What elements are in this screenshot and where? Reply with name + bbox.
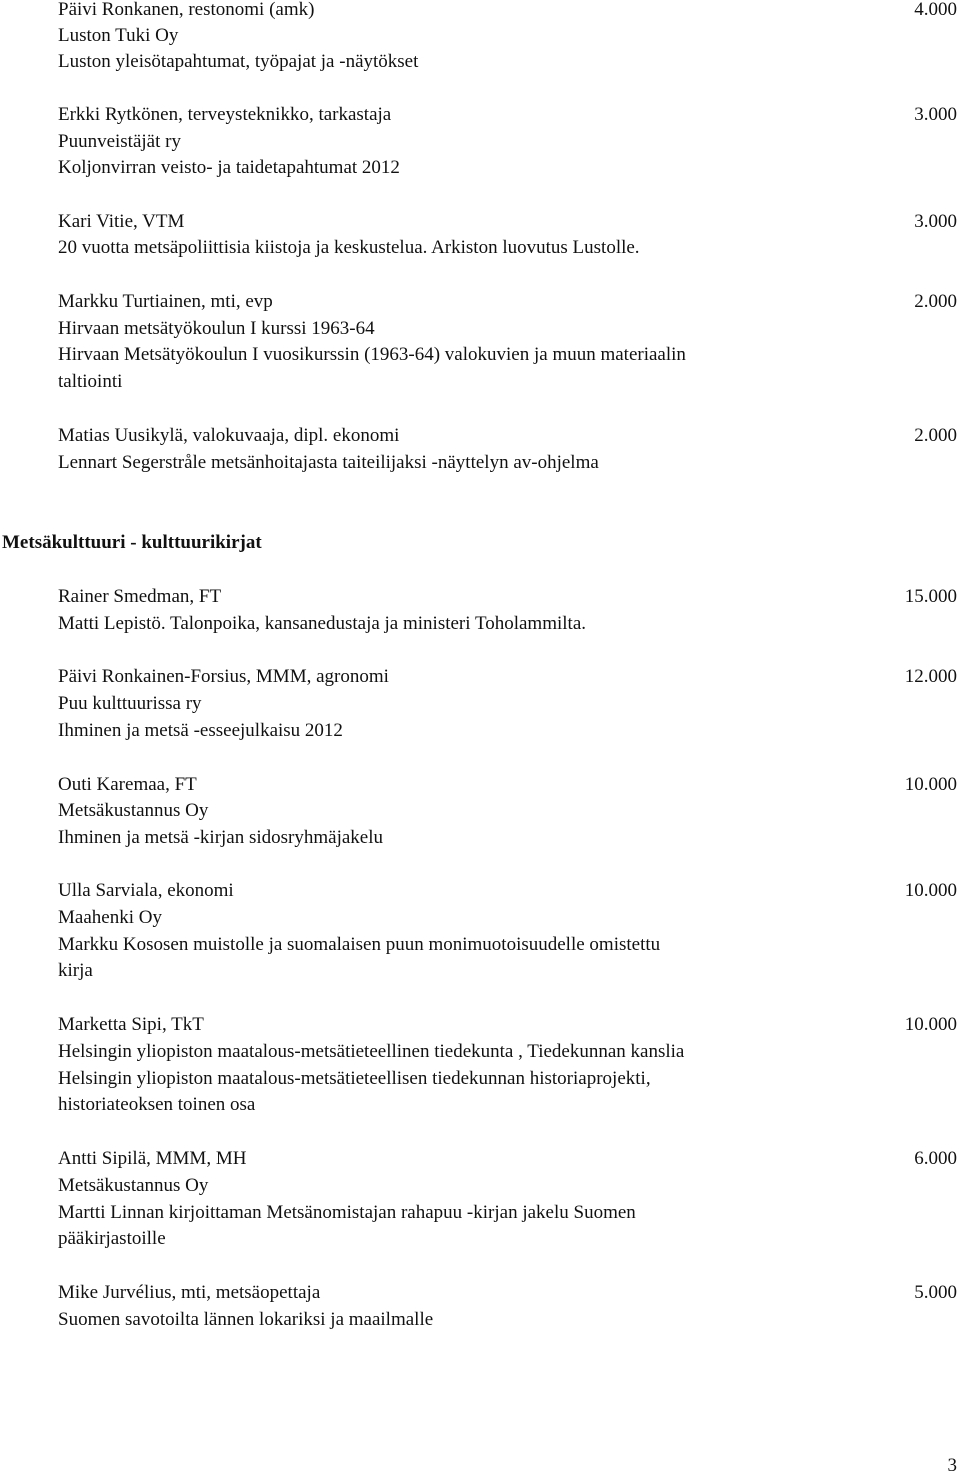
recipient-name: Mike Jurvélius, mti, metsäopettaja bbox=[58, 1282, 321, 1303]
grant-amount: 3.000 bbox=[914, 104, 957, 125]
grant-amount: 15.000 bbox=[904, 586, 957, 607]
grant-amount: 12.000 bbox=[904, 666, 957, 687]
project-title: Lennart Segerstråle metsänhoitajasta taiteilijaksi -näyttelyn av-ohjelma bbox=[58, 452, 599, 473]
project-title-continued: pääkirjastoille bbox=[58, 1228, 166, 1249]
recipient-name: Rainer Smedman, FT bbox=[58, 586, 222, 607]
recipient-name: Kari Vitie, VTM bbox=[58, 211, 185, 232]
grant-amount: 10.000 bbox=[904, 774, 957, 795]
recipient-name: Päivi Ronkanen, restonomi (amk) bbox=[58, 0, 315, 20]
organization: Maahenki Oy bbox=[58, 907, 162, 928]
grant-amount: 6.000 bbox=[914, 1148, 957, 1169]
project-title-continued: historiateoksen toinen osa bbox=[58, 1094, 256, 1115]
organization: Luston Tuki Oy bbox=[58, 25, 179, 46]
organization: Puu kulttuurissa ry bbox=[58, 693, 202, 714]
recipient-name: Antti Sipilä, MMM, MH bbox=[58, 1148, 247, 1169]
organization: Helsingin yliopiston maatalous-metsätieteellinen tiedekunta , Tiedekunnan kanslia bbox=[58, 1041, 685, 1062]
project-title-continued: kirja bbox=[58, 960, 93, 981]
project-title: Martti Linnan kirjoittaman Metsänomistajan rahapuu -kirjan jakelu Suomen bbox=[58, 1202, 636, 1223]
organization: Hirvaan metsätyökoulun I kurssi 1963-64 bbox=[58, 318, 375, 339]
grant-amount: 10.000 bbox=[904, 1014, 957, 1035]
recipient-name: Marketta Sipi, TkT bbox=[58, 1014, 204, 1035]
grant-amount: 2.000 bbox=[914, 291, 957, 312]
recipient-name: Markku Turtiainen, mti, evp bbox=[58, 291, 273, 312]
recipient-name: Outi Karemaa, FT bbox=[58, 774, 197, 795]
project-title-continued: taltiointi bbox=[58, 371, 123, 392]
grant-amount: 5.000 bbox=[914, 1282, 957, 1303]
project-title: Matti Lepistö. Talonpoika, kansanedustaja ja ministeri Toholammilta. bbox=[58, 613, 587, 634]
grant-amount: 10.000 bbox=[904, 880, 957, 901]
project-title: 20 vuotta metsäpoliittisia kiistoja ja keskustelua. Arkiston luovutus Lustolle. bbox=[58, 237, 640, 258]
grant-amount: 3.000 bbox=[914, 211, 957, 232]
grant-amount: 4.000 bbox=[914, 0, 957, 20]
recipient-name: Matias Uusikylä, valokuvaaja, dipl. ekonomi bbox=[58, 425, 400, 446]
project-title: Suomen savotoilta lännen lokariksi ja maailmalle bbox=[58, 1309, 434, 1330]
recipient-name: Päivi Ronkainen-Forsius, MMM, agronomi bbox=[58, 666, 389, 687]
organization: Metsäkustannus Oy bbox=[58, 800, 209, 821]
grant-amount: 2.000 bbox=[914, 425, 957, 446]
section-heading: Metsäkulttuuri - kulttuurikirjat bbox=[2, 532, 262, 553]
recipient-name: Erkki Rytkönen, terveysteknikko, tarkastaja bbox=[58, 104, 392, 125]
project-title: Ihminen ja metsä -esseejulkaisu 2012 bbox=[58, 720, 343, 741]
page-number: 3 bbox=[947, 1455, 957, 1476]
project-title: Koljonvirran veisto- ja taidetapahtumat 2012 bbox=[58, 157, 400, 178]
organization: Puunveistäjät ry bbox=[58, 131, 181, 152]
organization: Metsäkustannus Oy bbox=[58, 1175, 209, 1196]
project-title: Markku Kososen muistolle ja suomalaisen puun monimuotoisuudelle omistettu bbox=[58, 934, 661, 955]
project-title: Luston yleisötapahtumat, työpajat ja -näytökset bbox=[58, 51, 419, 72]
project-title: Ihminen ja metsä -kirjan sidosryhmäjakelu bbox=[58, 827, 384, 848]
project-title: Helsingin yliopiston maatalous-metsätieteellisen tiedekunnan historiaprojekti, bbox=[58, 1068, 651, 1089]
project-title: Hirvaan Metsätyökoulun I vuosikurssin (1963-64) valokuvien ja muun materiaalin bbox=[58, 344, 686, 365]
recipient-name: Ulla Sarviala, ekonomi bbox=[58, 880, 234, 901]
